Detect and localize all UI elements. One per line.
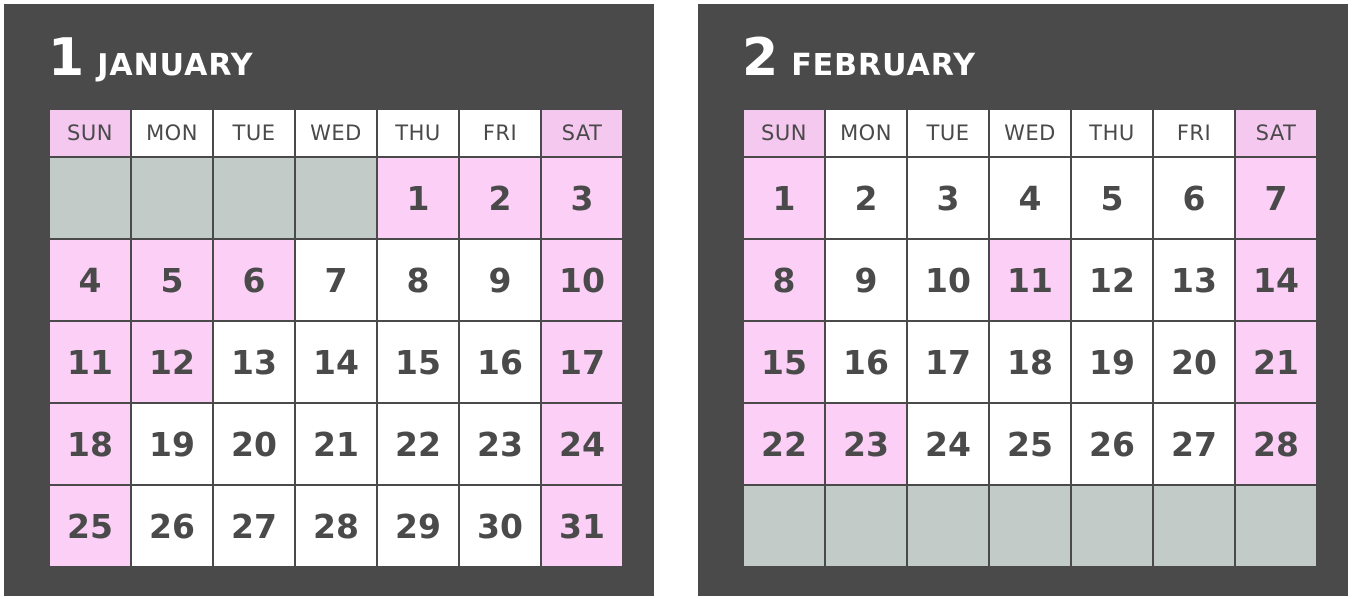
month-name: FEBRUARY	[791, 48, 976, 83]
calendar-day-cell[interactable]: 11	[50, 322, 130, 402]
weekday-header-mon: MON	[132, 110, 212, 156]
calendar-day-cell[interactable]: 27	[1154, 404, 1234, 484]
calendar-day-cell[interactable]: 7	[296, 240, 376, 320]
month-header-january	[48, 28, 614, 94]
calendar-day-cell[interactable]: 9	[460, 240, 540, 320]
weekday-header-row	[50, 110, 622, 156]
calendar-day-cell[interactable]: 31	[542, 486, 622, 566]
weekday-header-fri: FRI	[1154, 110, 1234, 156]
calendar-day-cell[interactable]: 8	[744, 240, 824, 320]
calendar-day-cell[interactable]: 18	[990, 322, 1070, 402]
calendar-day-cell[interactable]: 9	[826, 240, 906, 320]
calendar-day-cell[interactable]: 30	[460, 486, 540, 566]
calendar-day-cell[interactable]: 16	[826, 322, 906, 402]
calendar-body-february	[744, 158, 1316, 566]
calendar-day-cell[interactable]: 29	[378, 486, 458, 566]
calendar-day-cell[interactable]: 20	[214, 404, 294, 484]
calendar-day-cell[interactable]: 6	[1154, 158, 1234, 238]
calendar-day-cell[interactable]: 14	[1236, 240, 1316, 320]
calendar-day-cell[interactable]: 21	[1236, 322, 1316, 402]
weekday-header-thu: THU	[1072, 110, 1152, 156]
calendar-day-cell[interactable]: 22	[744, 404, 824, 484]
calendar-cell-empty	[296, 158, 376, 238]
weekday-header-wed: WED	[296, 110, 376, 156]
calendar-cell-empty	[1154, 486, 1234, 566]
calendar-week-row	[744, 486, 1316, 566]
calendar-day-cell[interactable]: 23	[826, 404, 906, 484]
calendar-day-cell[interactable]: 5	[1072, 158, 1152, 238]
calendar-day-cell[interactable]: 21	[296, 404, 376, 484]
weekday-header-thu: THU	[378, 110, 458, 156]
calendar-week-row	[744, 240, 1316, 320]
weekday-header-sat: SAT	[542, 110, 622, 156]
calendar-cell-empty	[908, 486, 988, 566]
calendar-week-row	[744, 322, 1316, 402]
calendar-day-cell[interactable]: 1	[744, 158, 824, 238]
calendar-day-cell[interactable]: 4	[990, 158, 1070, 238]
calendar-week-row	[50, 322, 622, 402]
calendar-day-cell[interactable]: 19	[132, 404, 212, 484]
calendar-day-cell[interactable]: 6	[214, 240, 294, 320]
calendar-week-row	[50, 158, 622, 238]
calendar-day-cell[interactable]: 23	[460, 404, 540, 484]
calendar-day-cell[interactable]: 7	[1236, 158, 1316, 238]
weekday-header-tue: TUE	[908, 110, 988, 156]
calendar-week-row	[744, 158, 1316, 238]
calendar-day-cell[interactable]: 27	[214, 486, 294, 566]
weekday-header-sat: SAT	[1236, 110, 1316, 156]
calendar-day-cell[interactable]: 15	[378, 322, 458, 402]
calendar-day-cell[interactable]: 28	[1236, 404, 1316, 484]
calendar-week-row	[50, 486, 622, 566]
calendar-cell-empty	[50, 158, 130, 238]
calendar-cell-empty	[132, 158, 212, 238]
calendar-cell-empty	[990, 486, 1070, 566]
calendar-day-cell[interactable]: 13	[214, 322, 294, 402]
calendar-cell-empty	[1072, 486, 1152, 566]
calendar-day-cell[interactable]: 24	[908, 404, 988, 484]
calendar-day-cell[interactable]: 26	[1072, 404, 1152, 484]
weekday-header-sun: SUN	[50, 110, 130, 156]
calendar-day-cell[interactable]: 28	[296, 486, 376, 566]
calendar-day-cell[interactable]: 3	[542, 158, 622, 238]
calendar-cell-empty	[1236, 486, 1316, 566]
month-grid-february	[742, 108, 1318, 568]
calendar-day-cell[interactable]: 18	[50, 404, 130, 484]
calendar-day-cell[interactable]: 2	[460, 158, 540, 238]
weekday-header-sun: SUN	[744, 110, 824, 156]
calendar-day-cell[interactable]: 15	[744, 322, 824, 402]
calendar-panel-february	[698, 4, 1348, 596]
calendar-panel-january	[4, 4, 654, 596]
calendar-day-cell[interactable]: 19	[1072, 322, 1152, 402]
weekday-header-fri: FRI	[460, 110, 540, 156]
calendar-day-cell[interactable]: 4	[50, 240, 130, 320]
calendar-day-cell[interactable]: 22	[378, 404, 458, 484]
calendar-day-cell[interactable]: 24	[542, 404, 622, 484]
month-number: 1	[48, 28, 84, 88]
calendar-day-cell[interactable]: 11	[990, 240, 1070, 320]
calendar-day-cell[interactable]: 16	[460, 322, 540, 402]
calendar-day-cell[interactable]: 12	[132, 322, 212, 402]
weekday-header-tue: TUE	[214, 110, 294, 156]
calendar-day-cell[interactable]: 14	[296, 322, 376, 402]
calendar-day-cell[interactable]: 20	[1154, 322, 1234, 402]
calendar-day-cell[interactable]: 1	[378, 158, 458, 238]
calendar-cell-empty	[744, 486, 824, 566]
calendar-day-cell[interactable]: 10	[908, 240, 988, 320]
calendar-day-cell[interactable]: 13	[1154, 240, 1234, 320]
calendar-day-cell[interactable]: 25	[50, 486, 130, 566]
month-number: 2	[742, 28, 778, 88]
calendar-cell-empty	[214, 158, 294, 238]
calendar-week-row	[744, 404, 1316, 484]
calendar-day-cell[interactable]: 8	[378, 240, 458, 320]
calendar-day-cell[interactable]: 2	[826, 158, 906, 238]
calendar-day-cell[interactable]: 26	[132, 486, 212, 566]
month-grid-january	[48, 108, 624, 568]
calendar-cell-empty	[826, 486, 906, 566]
calendar-day-cell[interactable]: 5	[132, 240, 212, 320]
calendar-week-row	[50, 240, 622, 320]
calendar-day-cell[interactable]: 12	[1072, 240, 1152, 320]
weekday-header-wed: WED	[990, 110, 1070, 156]
calendar-day-cell[interactable]: 10	[542, 240, 622, 320]
weekday-header-row	[744, 110, 1316, 156]
calendar-day-cell[interactable]: 25	[990, 404, 1070, 484]
month-header-february	[742, 28, 1308, 94]
calendar-body-january	[50, 158, 622, 566]
calendar-day-cell[interactable]: 17	[908, 322, 988, 402]
weekday-header-mon: MON	[826, 110, 906, 156]
month-name: JANUARY	[97, 48, 254, 83]
calendar-day-cell[interactable]: 3	[908, 158, 988, 238]
calendar-day-cell[interactable]: 17	[542, 322, 622, 402]
calendar-week-row	[50, 404, 622, 484]
